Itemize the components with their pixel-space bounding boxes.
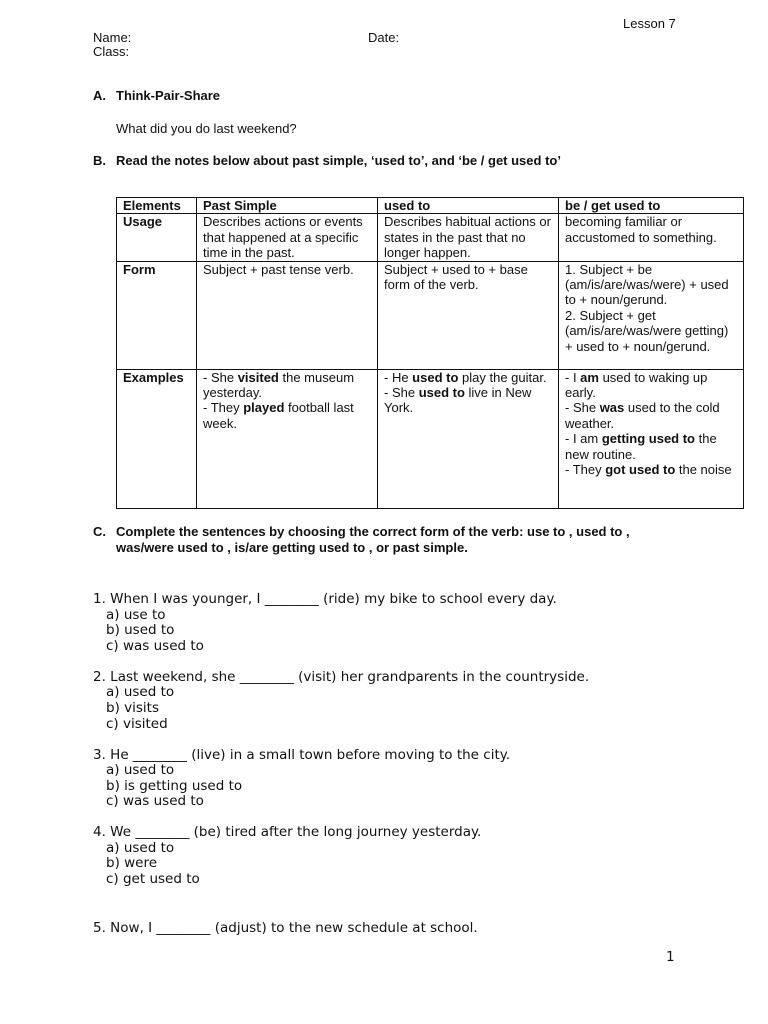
- section-b-title: Read the notes below about past simple, ‘used to’, and ‘be / get used to’: [116, 153, 561, 168]
- table-row-usage: [117, 214, 744, 261]
- question-4: [93, 825, 589, 887]
- question-3: [93, 748, 589, 810]
- section-b-label: B.: [93, 153, 106, 168]
- example-line: - They got used to the noise: [565, 462, 732, 478]
- examples-be-get-used-to: [559, 369, 744, 508]
- form-get-used-to: 2. Subject + get (am/is/are/was/were getting) + used to + noun/gerund.: [565, 307, 729, 354]
- form-be-used-to: 1. Subject + be (am/is/are/was/were) + used to + noun/gerund.: [565, 261, 729, 308]
- grammar-notes-table: [116, 197, 744, 509]
- question-2: [93, 670, 589, 732]
- example-line: - I am used to waking up early.: [565, 369, 708, 401]
- examples-used-to: [378, 369, 559, 508]
- row-label-examples: Examples: [117, 369, 197, 508]
- section-a-prompt: What did you do last weekend?: [116, 121, 297, 136]
- question-5: 5. Now, I ________ (adjust) to the new schedule at school.: [93, 920, 478, 936]
- option-c: c) was used to: [106, 793, 204, 810]
- usage-used-to: Describes habitual actions or states in the past that no longer happen.: [378, 214, 559, 261]
- question-text: 3. He ________ (live) in a small town before moving to the city.: [93, 746, 511, 763]
- date-label: Date:: [368, 30, 400, 45]
- section-c-label: C.: [93, 524, 106, 539]
- table-row-form: [117, 261, 744, 369]
- example-line: - She used to live in New York.: [384, 385, 532, 416]
- header-used-to: used to: [378, 198, 559, 214]
- section-a-title: Think-Pair-Share: [116, 88, 221, 103]
- option-a: a) used to: [106, 684, 175, 701]
- question-text: 4. We ________ (be) tired after the long journey yesterday.: [93, 824, 482, 841]
- question-1: [93, 592, 589, 654]
- form-used-to: Subject + used to + base form of the verb.: [378, 261, 559, 369]
- option-b: b) used to: [106, 622, 175, 639]
- table-row-examples: [117, 369, 744, 508]
- table-header-row: [117, 198, 744, 214]
- option-a: a) used to: [106, 839, 175, 856]
- question-list: [93, 592, 589, 903]
- option-a: a) use to: [106, 606, 166, 623]
- class-label: Class:: [93, 44, 130, 59]
- lesson-label: Lesson 7: [623, 16, 676, 31]
- example-line: - He used to play the guitar.: [384, 369, 547, 385]
- header-elements: Elements: [117, 198, 197, 214]
- example-line: - I am getting used to the new routine.: [565, 431, 717, 462]
- form-be-get-used-to: [559, 261, 744, 369]
- option-b: b) visits: [106, 699, 159, 716]
- question-text: 2. Last weekend, she ________ (visit) her grandparents in the countryside.: [93, 668, 590, 685]
- section-a-label: A.: [93, 88, 106, 103]
- section-a-heading: [93, 88, 220, 103]
- header-past-simple: Past Simple: [197, 198, 378, 214]
- form-past-simple: Subject + past tense verb.: [197, 261, 378, 369]
- example-line: - They played football last week.: [203, 400, 354, 431]
- usage-past-simple: Describes actions or events that happened at a specific time in the past.: [197, 214, 378, 261]
- question-text: 1. When I was younger, I ________ (ride) my bike to school every day.: [93, 591, 557, 607]
- option-b: b) were: [106, 855, 158, 872]
- example-line: - She was used to the cold weather.: [565, 400, 720, 431]
- examples-past-simple: [197, 369, 378, 508]
- header-be-get-used-to: be / get used to: [559, 198, 744, 214]
- option-c: c) was used to: [106, 637, 204, 654]
- section-c-title: Complete the sentences by choosing the correct form of the verb: use to , used to , was/were used to , is/are getting used to , or past simple.: [116, 524, 630, 555]
- name-label: Name:: [93, 30, 132, 45]
- option-c: c) visited: [106, 715, 168, 732]
- option-b: b) is getting used to: [106, 777, 243, 794]
- row-label-usage: Usage: [117, 214, 197, 261]
- row-label-form: Form: [117, 261, 197, 369]
- page-number: 1: [666, 949, 675, 965]
- example-line: - She visited the museum yesterday.: [203, 369, 355, 401]
- usage-be-get-used-to: becoming familiar or accustomed to something.: [559, 214, 744, 261]
- section-b-heading: [93, 153, 561, 168]
- option-a: a) used to: [106, 762, 175, 779]
- section-c-heading: [93, 524, 693, 556]
- option-c: c) get used to: [106, 871, 200, 888]
